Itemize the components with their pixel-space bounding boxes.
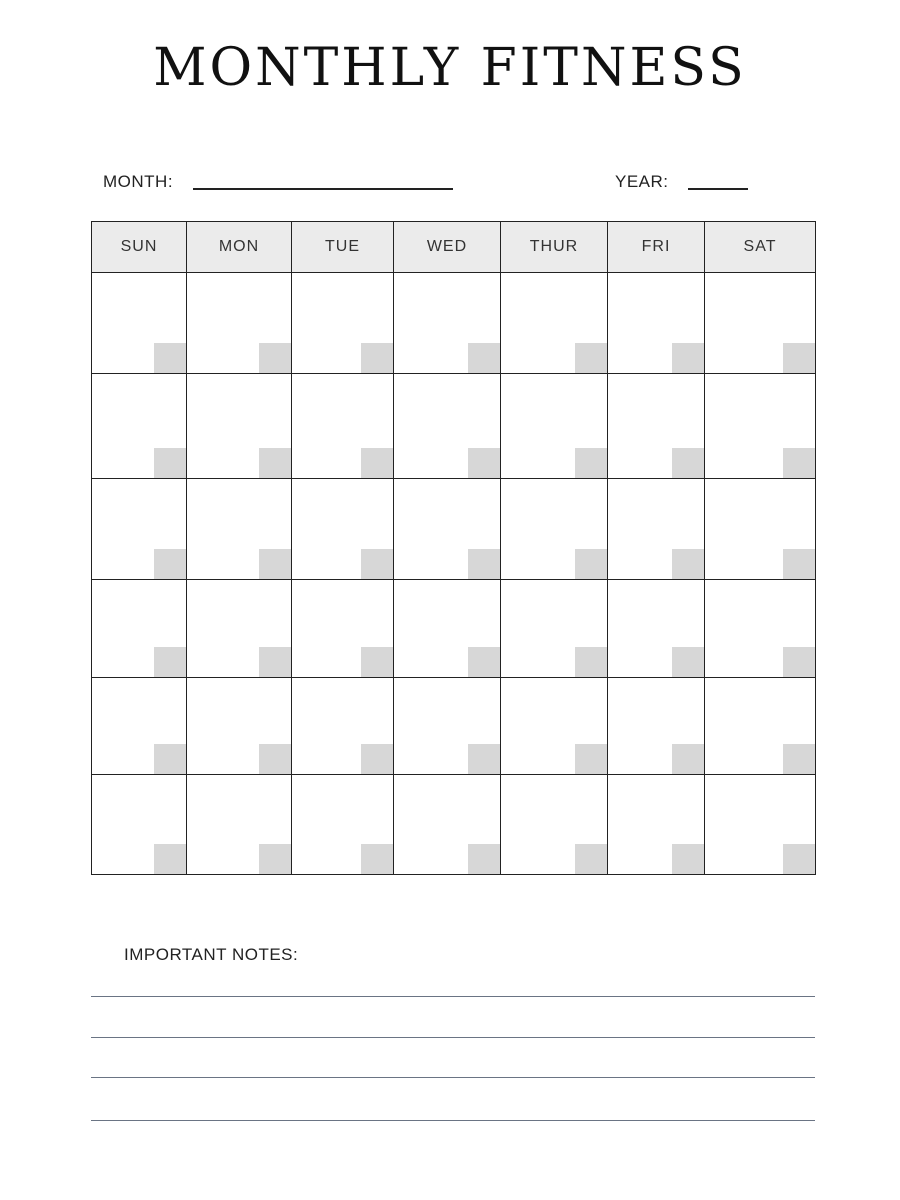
day-cell[interactable] <box>292 775 394 875</box>
day-checkbox[interactable] <box>361 343 393 373</box>
calendar-week-row <box>92 678 816 775</box>
day-checkbox[interactable] <box>259 448 291 478</box>
day-cell[interactable] <box>92 273 187 374</box>
day-checkbox[interactable] <box>259 549 291 579</box>
day-checkbox[interactable] <box>672 448 704 478</box>
day-cell[interactable] <box>705 775 816 875</box>
day-cell[interactable] <box>608 775 705 875</box>
day-checkbox[interactable] <box>468 744 500 774</box>
day-checkbox[interactable] <box>575 844 607 874</box>
day-checkbox[interactable] <box>672 844 704 874</box>
calendar-week-row <box>92 273 816 374</box>
calendar-grid <box>91 221 816 875</box>
note-line[interactable] <box>91 1120 815 1121</box>
day-checkbox[interactable] <box>361 549 393 579</box>
day-checkbox[interactable] <box>575 448 607 478</box>
day-cell[interactable] <box>292 678 394 775</box>
weekday-header: TUE <box>292 222 394 273</box>
day-checkbox[interactable] <box>575 343 607 373</box>
day-checkbox[interactable] <box>259 343 291 373</box>
day-checkbox[interactable] <box>154 744 186 774</box>
weekday-header: SAT <box>705 222 816 273</box>
day-checkbox[interactable] <box>672 647 704 677</box>
day-checkbox[interactable] <box>468 647 500 677</box>
weekday-header: FRI <box>608 222 705 273</box>
day-cell[interactable] <box>705 374 816 479</box>
day-cell[interactable] <box>92 479 187 580</box>
day-checkbox[interactable] <box>783 448 815 478</box>
day-checkbox[interactable] <box>154 343 186 373</box>
day-cell[interactable] <box>705 273 816 374</box>
day-checkbox[interactable] <box>259 744 291 774</box>
day-checkbox[interactable] <box>672 549 704 579</box>
note-line[interactable] <box>91 1077 815 1078</box>
weekday-header: SUN <box>92 222 187 273</box>
day-checkbox[interactable] <box>154 844 186 874</box>
day-checkbox[interactable] <box>672 343 704 373</box>
day-cell[interactable] <box>705 479 816 580</box>
day-checkbox[interactable] <box>783 343 815 373</box>
day-cell[interactable] <box>92 775 187 875</box>
day-checkbox[interactable] <box>361 448 393 478</box>
day-checkbox[interactable] <box>575 549 607 579</box>
day-cell[interactable] <box>292 580 394 678</box>
calendar-body <box>92 273 816 875</box>
year-label: YEAR: <box>615 172 669 191</box>
day-cell[interactable] <box>187 678 292 775</box>
day-checkbox[interactable] <box>259 844 291 874</box>
notes-label: IMPORTANT NOTES: <box>124 945 299 964</box>
day-checkbox[interactable] <box>468 844 500 874</box>
day-cell[interactable] <box>501 374 608 479</box>
day-cell[interactable] <box>501 775 608 875</box>
day-checkbox[interactable] <box>154 549 186 579</box>
day-checkbox[interactable] <box>154 647 186 677</box>
day-checkbox[interactable] <box>154 448 186 478</box>
day-checkbox[interactable] <box>468 448 500 478</box>
month-label: MONTH: <box>103 172 174 191</box>
weekday-header: WED <box>394 222 501 273</box>
day-cell[interactable] <box>187 479 292 580</box>
day-cell[interactable] <box>187 580 292 678</box>
day-cell[interactable] <box>292 479 394 580</box>
day-cell[interactable] <box>394 273 501 374</box>
weekday-header-row <box>92 222 816 273</box>
day-cell[interactable] <box>608 273 705 374</box>
month-input-line[interactable] <box>193 188 453 190</box>
day-checkbox[interactable] <box>783 844 815 874</box>
day-cell[interactable] <box>608 374 705 479</box>
calendar-week-row <box>92 775 816 875</box>
day-checkbox[interactable] <box>361 744 393 774</box>
day-checkbox[interactable] <box>468 549 500 579</box>
day-cell[interactable] <box>394 479 501 580</box>
day-cell[interactable] <box>394 678 501 775</box>
day-checkbox[interactable] <box>575 744 607 774</box>
day-cell[interactable] <box>608 678 705 775</box>
note-line[interactable] <box>91 996 815 997</box>
day-cell[interactable] <box>92 580 187 678</box>
calendar-week-row <box>92 374 816 479</box>
day-checkbox[interactable] <box>361 844 393 874</box>
day-cell[interactable] <box>501 678 608 775</box>
weekday-header: THUR <box>501 222 608 273</box>
day-cell[interactable] <box>292 374 394 479</box>
day-checkbox[interactable] <box>259 647 291 677</box>
day-cell[interactable] <box>187 775 292 875</box>
year-input-line[interactable] <box>688 188 748 190</box>
day-checkbox[interactable] <box>783 549 815 579</box>
note-line[interactable] <box>91 1037 815 1038</box>
day-checkbox[interactable] <box>361 647 393 677</box>
day-cell[interactable] <box>394 374 501 479</box>
day-cell[interactable] <box>92 374 187 479</box>
day-cell[interactable] <box>187 273 292 374</box>
day-cell[interactable] <box>608 479 705 580</box>
day-cell[interactable] <box>292 273 394 374</box>
day-checkbox[interactable] <box>783 744 815 774</box>
day-cell[interactable] <box>394 580 501 678</box>
weekday-header: MON <box>187 222 292 273</box>
day-cell[interactable] <box>501 479 608 580</box>
day-checkbox[interactable] <box>672 744 704 774</box>
calendar-week-row <box>92 479 816 580</box>
day-cell[interactable] <box>187 374 292 479</box>
day-cell[interactable] <box>501 273 608 374</box>
day-checkbox[interactable] <box>468 343 500 373</box>
day-cell[interactable] <box>501 580 608 678</box>
calendar-week-row <box>92 580 816 678</box>
day-cell[interactable] <box>92 678 187 775</box>
day-checkbox[interactable] <box>575 647 607 677</box>
day-checkbox[interactable] <box>783 647 815 677</box>
day-cell[interactable] <box>705 678 816 775</box>
day-cell[interactable] <box>705 580 816 678</box>
page-title: MONTHLY FITNESS <box>153 38 747 98</box>
day-cell[interactable] <box>608 580 705 678</box>
day-cell[interactable] <box>394 775 501 875</box>
